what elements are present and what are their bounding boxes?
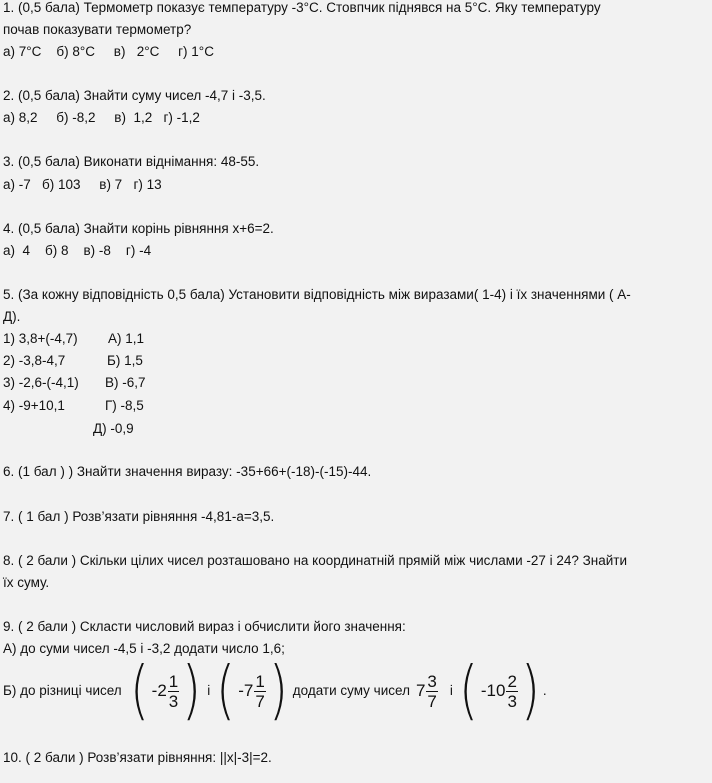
- right-paren: ): [182, 654, 202, 728]
- q5-row-right: Г) -8,5: [105, 398, 144, 413]
- mixed-number: 7 $\frac{3}{7}$: [415, 671, 437, 711]
- q8-text: 8. ( 2 бали ) Скільки цілих чисел розташовано на координатній прямій між числами -27 і 24? Знайти: [3, 553, 628, 568]
- q6-text: 6. (1 бал ) ) Знайти значення виразу: -35+66+(-18)-(-15)-44.: [3, 464, 372, 479]
- q5-row-left: 2) -3,8-4,7: [3, 353, 66, 368]
- q5-row-right: Б) 1,5: [107, 353, 143, 368]
- q10-text: 10. ( 2 бали ) Розв’язати рівняння: ||x|-3|=2.: [3, 750, 272, 765]
- q3-text: 3. (0,5 бала) Виконати віднімання: 48-55.: [3, 154, 260, 169]
- mixed-number: -7 $\frac{1}{7}$: [238, 671, 265, 711]
- right-paren: ): [268, 654, 288, 728]
- q9-text: 9. ( 2 бали ) Скласти числовий вираз і обчислити його значення:: [3, 619, 406, 634]
- q5-extra: Д) -0,9: [93, 421, 134, 436]
- q5-text: 5. (За кожну відповідність 0,5 бала) Установити відповідність між виразами( 1-4) і їх значеннями ( А-: [3, 287, 631, 302]
- q9-a: А) до суми чисел -4,5 і -3,2 додати число 1,6;: [3, 641, 285, 656]
- q4-text: 4. (0,5 бала) Знайти корінь рівняння х+6=2.: [3, 221, 274, 236]
- q2-options: а) 8,2 б) -8,2 в) 1,2 г) -1,2: [3, 110, 200, 125]
- q7-text: 7. ( 1 бал ) Розв’язати рівняння -4,81-а=3,5.: [3, 509, 275, 524]
- q1-text2: почав показувати термометр?: [3, 22, 192, 37]
- q1-options: а) 7°С б) 8°С в) 2°С г) 1°С: [3, 44, 214, 59]
- q8-text2: їх суму.: [3, 575, 50, 590]
- fraction: $\frac{1}{7}$: [255, 671, 265, 711]
- right-paren: ): [521, 654, 540, 728]
- q1-text: 1. (0,5 бала) Термометр показує температуру -3°С. Стовпчик піднявся на 5°С. Яку температуру: [3, 0, 601, 15]
- left-paren: (: [129, 654, 149, 728]
- mixed-number: -10 $\frac{2}{3}$: [480, 671, 517, 711]
- q9-end: .: [542, 683, 547, 698]
- fraction: $\frac{3}{7}$: [427, 671, 437, 711]
- fraction: $\frac{2}{3}$: [507, 671, 517, 711]
- q9-conj2: і: [449, 683, 453, 698]
- q9-mid: додати суму чисел: [292, 683, 410, 698]
- q5-text2: Д).: [3, 309, 21, 324]
- q4-options: а) 4 б) 8 в) -8 г) -4: [3, 243, 152, 258]
- q5-row-right: А) 1,1: [108, 331, 145, 346]
- q3-options: а) -7 б) 103 в) 7 г) 13: [3, 177, 162, 192]
- q5-row-right: В) -6,7: [105, 375, 146, 390]
- left-paren: (: [459, 654, 478, 728]
- q2-text: 2. (0,5 бала) Знайти суму чисел -4,7 і -3,5.: [3, 88, 266, 103]
- fraction: $\frac{1}{3}$: [168, 671, 179, 711]
- q5-row-left: 1) 3,8+(-4,7): [3, 331, 78, 346]
- q5-row-left: 4) -9+10,1: [3, 398, 65, 413]
- q5-row-left: 3) -2,6-(-4,1): [3, 375, 79, 390]
- q9-b-line: [3, 656, 547, 726]
- mixed-number: -2 $\frac{1}{3}$: [151, 671, 179, 711]
- left-paren: (: [216, 654, 236, 728]
- q9-conj1: і: [207, 683, 211, 698]
- q9-b-prefix: Б) до різниці чисел: [3, 683, 122, 698]
